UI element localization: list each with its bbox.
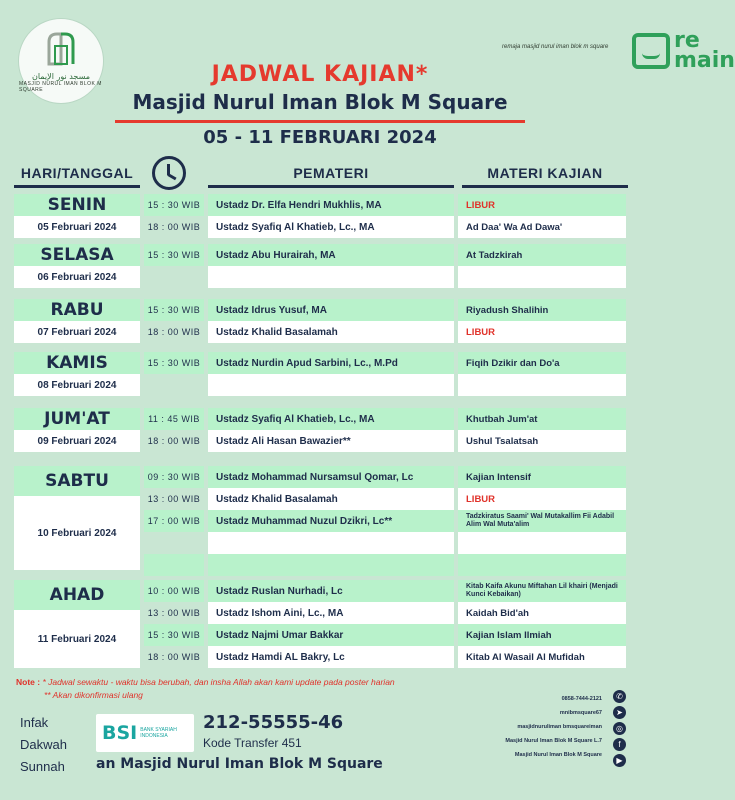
session-speaker: Ustadz Ali Hasan Bawazier** [208,430,454,452]
note-line-1: * Jadwal sewaktu - waktu bisa berubah, dan insha Allah akan kami update pada poster harian [42,677,395,687]
social-icons [613,690,626,770]
contact-telegram: mnibmsquare67 [559,710,602,716]
schedule-row [144,194,626,216]
day-cell [14,580,140,668]
session-time: 11 : 45 WIB [144,408,204,430]
telegram-icon[interactable]: ➤ [613,706,626,719]
session-time [144,532,204,554]
session-speaker [208,374,454,396]
contacts [505,692,602,762]
session-topic [458,532,626,554]
remain-word-top: re [674,28,700,53]
session-topic: LIBUR [458,194,626,216]
session-time: 15 : 30 WIB [144,244,204,266]
session-time: 10 : 00 WIB [144,580,204,602]
session-speaker: Ustadz Abu Hurairah, MA [208,244,454,266]
schedule-row [144,624,626,646]
session-topic [458,554,626,576]
masjid-logo-arabic: مسجد نور الإيمان [31,71,91,81]
day-cell [14,466,140,570]
dakwah-word: Dakwah [20,737,67,752]
schedule-row [144,244,626,266]
schedule-row [144,408,626,430]
session-speaker [208,532,454,554]
session-time [144,554,204,576]
session-speaker: Ustadz Khalid Basalamah [208,321,454,343]
contact-phone: 0858-7444-2121 [561,696,602,702]
session-time: 18 : 00 WIB [147,436,201,446]
instagram-icon[interactable]: ◎ [613,722,626,735]
schedule-row [144,554,626,576]
facebook-icon[interactable]: f [613,738,626,751]
day-cell [14,244,140,288]
day-cell [14,408,140,452]
transfer-code: Kode Transfer 451 [203,736,302,750]
schedule-row [144,321,626,343]
page-title: JADWAL KAJIAN* [211,62,429,87]
session-time: 15 : 30 WIB [144,352,204,374]
session-topic: Kitab Al Wasail Al Mufidah [458,646,626,668]
sunnah-word: Sunnah [20,759,65,774]
session-topic: Ad Daa' Wa Ad Dawa' [458,216,626,238]
session-time [144,374,204,396]
day-date: 11 Februari 2024 [14,610,140,668]
day-group-ahad [14,580,626,668]
schedule-row [144,580,626,602]
bsi-logo [96,714,194,752]
session-speaker: Ustadz Ruslan Nurhadi, Lc [208,580,454,602]
session-speaker: Ustadz Nurdin Apud Sarbini, Lc., M.Pd [208,352,454,374]
session-time: 09 : 30 WIB [144,466,204,488]
day-date: 05 Februari 2024 [14,216,140,238]
day-group-senin [14,194,626,238]
session-time: 15 : 30 WIB [144,194,204,216]
remain-logo-row [632,28,735,73]
header-speaker: PEMATERI [208,160,454,188]
infak-label [20,712,67,778]
session-topic: Kajian Intensif [458,466,626,488]
session-speaker: Ustadz Muhammad Nuzul Dzikri, Lc** [208,510,454,532]
day-group-kamis [14,352,626,396]
session-time: 18 : 00 WIB [147,327,201,337]
session-topic: Ushul Tsalatsah [458,430,626,452]
session-speaker: Ustadz Ishom Aini, Lc., MA [208,602,454,624]
day-name: KAMIS [14,352,140,374]
schedule-row [144,216,626,238]
note-line-2: ** Akan dikonfirmasi ulang [44,690,143,700]
whatsapp-icon[interactable]: ✆ [613,690,626,703]
day-name: SABTU [14,466,140,496]
session-time: 13 : 00 WIB [147,608,201,618]
day-name: JUM'AT [14,408,140,430]
session-time: 18 : 00 WIB [147,222,201,232]
bsi-logo-sub: BANK SYARIAH INDONESIA [140,727,177,739]
day-name: SELASA [14,244,140,266]
session-time: 18 : 00 WIB [147,652,201,662]
account-number: 212-55555-46 [203,712,344,733]
session-speaker: Ustadz Hamdi AL Bakry, Lc [208,646,454,668]
day-name: SENIN [14,194,140,216]
day-date: 09 Februari 2024 [14,430,140,452]
schedule-row [144,646,626,668]
day-cell [14,352,140,396]
session-topic [458,266,626,288]
schedule-row [144,352,626,374]
schedule-row [144,430,626,452]
session-topic: At Tadzkirah [458,244,626,266]
bsi-logo-mark: BSI [102,722,138,744]
day-name: AHAD [14,580,140,610]
session-topic: Fiqih Dzikir dan Do'a [458,352,626,374]
masjid-logo-latin: MASJID NURUL IMAN BLOK M SQUARE [19,80,102,93]
session-topic: LIBUR [458,488,626,510]
note-label: Note : [16,677,41,687]
schedule-row [144,466,626,488]
session-speaker: Ustadz Dr. Elfa Hendri Mukhlis, MA [208,194,454,216]
session-topic [458,374,626,396]
schedule-row [144,602,626,624]
contact-instagram: masjidnuruliman bmsquareiman [517,724,602,730]
session-speaker: Ustadz Syafiq Al Khatieb, Lc., MA [208,408,454,430]
session-topic: Kajian Islam Ilmiah [458,624,626,646]
session-speaker: Ustadz Mohammad Nursamsul Qomar, Lc [208,466,454,488]
day-date: 10 Februari 2024 [14,496,140,570]
session-topic: Tadzkiratus Saami' Wal Mutakallim Fii Adabil Alim Wal Muta'alim [458,510,626,532]
day-group-jumat [14,408,626,452]
schedule-row [144,488,626,510]
day-date: 07 Februari 2024 [14,321,140,343]
session-speaker [208,266,454,288]
schedule-row [144,374,626,396]
contact-facebook: Masjid Nurul Iman Blok M Square L.7 [505,738,602,744]
session-time: 13 : 00 WIB [147,494,201,504]
session-speaker: Ustadz Idrus Yusuf, MA [208,299,454,321]
remain-logo [502,28,735,73]
clock-icon [152,156,186,190]
date-range: 05 - 11 FEBRUARI 2024 [203,127,437,148]
day-group-selasa [14,244,626,288]
session-speaker [208,554,454,576]
day-name: RABU [14,299,140,321]
day-group-rabu [14,299,626,343]
day-date: 08 Februari 2024 [14,374,140,396]
schedule-row [144,266,626,288]
session-speaker: Ustadz Syafiq Al Khatieb, Lc., MA [208,216,454,238]
session-topic: Riyadush Shalihin [458,299,626,321]
title-divider [115,120,525,123]
session-time [144,266,204,288]
header-topic: MATERI KAJIAN [462,160,628,188]
schedule-row [144,532,626,554]
session-speaker: Ustadz Khalid Basalamah [208,488,454,510]
contact-youtube: Masjid Nurul Iman Blok M Square [514,752,602,758]
day-group-sabtu [14,466,626,570]
youtube-icon[interactable]: ▶ [613,754,626,767]
session-topic: LIBUR [458,321,626,343]
session-time: 15 : 30 WIB [144,299,204,321]
day-cell [14,299,140,343]
session-speaker: Ustadz Najmi Umar Bakkar [208,624,454,646]
day-cell [14,194,140,238]
day-date: 06 Februari 2024 [14,266,140,288]
account-name: an Masjid Nurul Iman Blok M Square [96,756,383,772]
session-time: 17 : 00 WIB [144,510,204,532]
schedule-row [144,299,626,321]
session-topic: Kitab Kaifa Akunu Miftahan Lil khairi (Menjadi Kunci Kebaikan) [458,580,626,602]
note [16,676,556,702]
remain-subtitle: remaja masjid nurul iman blok m square [502,44,609,50]
infak-word: Infak [20,715,49,730]
session-topic: Khutbah Jum'at [458,408,626,430]
schedule-row [144,510,626,532]
session-time: 15 : 30 WIB [144,624,204,646]
header-day: HARI/TANGGAL [14,160,140,188]
page-subtitle: Masjid Nurul Iman Blok M Square [132,90,508,114]
remain-logo-words [674,28,735,73]
remain-word-bottom: main [674,48,735,73]
session-topic: Kaidah Bid'ah [458,602,626,624]
